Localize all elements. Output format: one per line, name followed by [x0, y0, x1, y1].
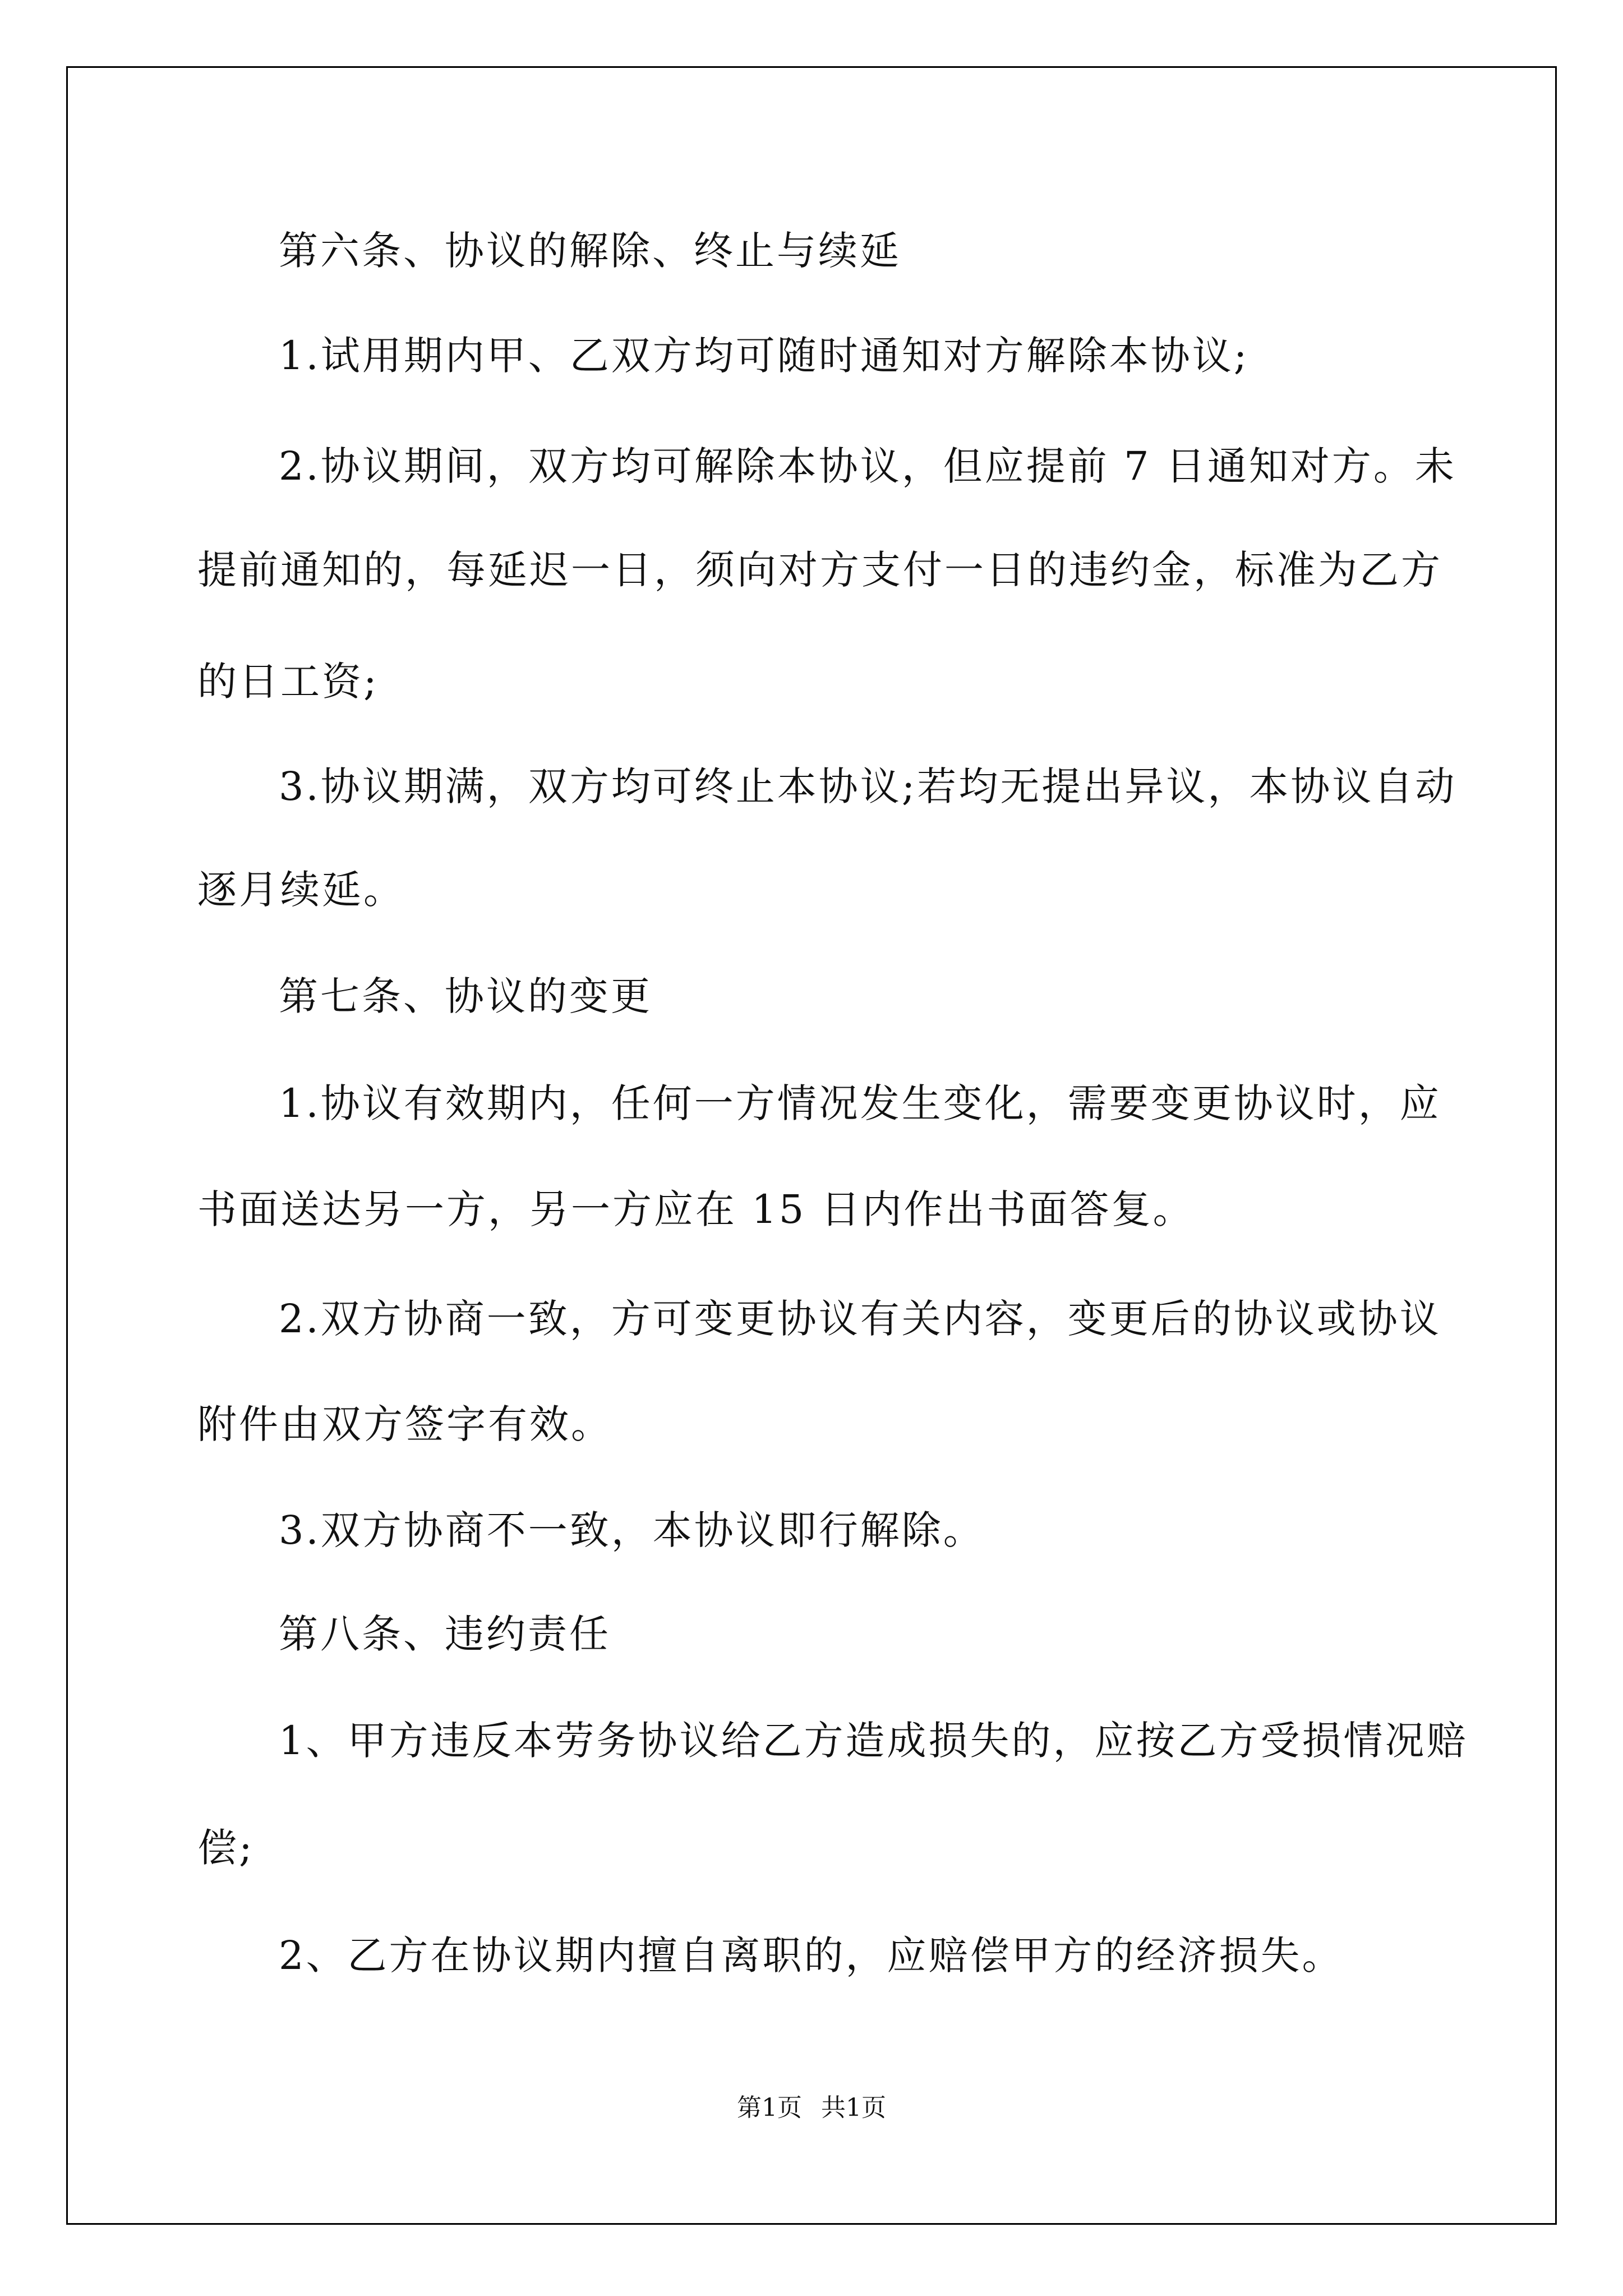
paragraph-line: 附件由双方签字有效。	[197, 1401, 612, 1447]
page-border	[66, 66, 1557, 2225]
paragraph-line: 的日工资;	[197, 659, 379, 705]
paragraph-line: 1.试用期内甲、乙双方均可随时通知对方解除本协议;	[279, 333, 1249, 379]
section-heading-6: 第六条、协议的解除、终止与续延	[279, 228, 901, 274]
paragraph-line: 2、乙方在协议期内擅自离职的，应赔偿甲方的经济损失。	[279, 1932, 1344, 1978]
paragraph-line: 2.双方协商一致，方可变更协议有关内容，变更后的协议或协议	[279, 1296, 1441, 1342]
paragraph-line: 1.协议有效期内，任何一方情况发生变化，需要变更协议时，应	[279, 1080, 1441, 1126]
paragraph-line: 偿;	[197, 1825, 255, 1871]
paragraph-line: 逐月续延。	[197, 867, 405, 913]
paragraph-line: 3.双方协商不一致，本协议即行解除。	[279, 1507, 985, 1553]
paragraph-line: 2.协议期间，双方均可解除本协议，但应提前 7 日通知对方。未	[279, 443, 1456, 489]
paragraph-line: 提前通知的，每延迟一日，须向对方支付一日的违约金，标准为乙方	[197, 547, 1442, 593]
page-footer	[0, 2091, 1623, 2125]
paragraph-line: 3.协议期满，双方均可终止本协议;若均无提出异议，本协议自动	[279, 763, 1457, 809]
section-heading-8: 第八条、违约责任	[279, 1611, 611, 1657]
section-heading-7: 第七条、协议的变更	[279, 973, 652, 1019]
paragraph-line: 书面送达另一方，另一方应在 15 日内作出书面答复。	[197, 1186, 1195, 1232]
page-total: 共1页	[821, 2093, 886, 2122]
page-number: 第1页	[737, 2093, 802, 2122]
paragraph-line: 1、甲方违反本劳务协议给乙方造成损失的，应按乙方受损情况赔	[279, 1718, 1468, 1764]
